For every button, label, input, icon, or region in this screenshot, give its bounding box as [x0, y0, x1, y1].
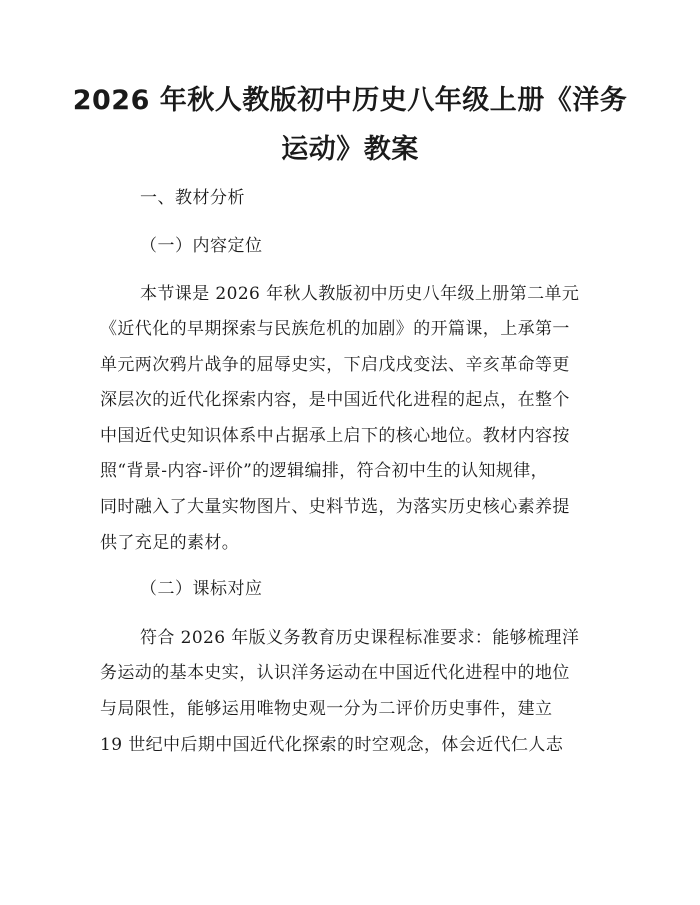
paragraph-line: 与局限性，能够运用唯物史观一分为二评价历史事件，建立	[100, 699, 553, 719]
paragraph-line: 符合 2026 年版义务教育历史课程标准要求：能够梳理洋	[140, 628, 580, 648]
paragraph-line: 《近代化的早期探索与民族危机的加剧》的开篇课，上承第一	[100, 319, 570, 339]
paragraph-line: 照“背景-内容-评价”的逻辑编排，符合初中生的认知规律，	[100, 461, 549, 481]
paragraph-line: 深层次的近代化探索内容，是中国近代化进程的起点，在整个	[100, 390, 570, 410]
paragraph-line: 本节课是 2026 年秋人教版初中历史八年级上册第二单元	[140, 284, 580, 304]
paragraph-line: 供了充足的素材。	[100, 533, 240, 553]
subsection-heading-curriculum-standard: （二）课标对应	[140, 579, 263, 599]
paragraph-line: 单元两次鸦片战争的屈辱史实，下启戊戌变法、辛亥革命等更	[100, 355, 570, 375]
document-title-line-1: 2026 年秋人教版初中历史八年级上册《洋务	[72, 85, 628, 116]
paragraph-line: 19 世纪中后期中国近代化探索的时空观念，体会近代仁人志	[100, 735, 564, 755]
paragraph-line: 务运动的基本史实，认识洋务运动在中国近代化进程中的地位	[100, 663, 570, 683]
paragraph-line: 同时融入了大量实物图片、史料节选，为落实历史核心素养提	[100, 497, 570, 517]
paragraph-line: 中国近代史知识体系中占据承上启下的核心地位。教材内容按	[100, 426, 570, 446]
subsection-heading-content-positioning: （一）内容定位	[140, 236, 263, 256]
document-title-line-2: 运动》教案	[281, 134, 419, 165]
section-heading-textbook-analysis: 一、教材分析	[140, 188, 245, 208]
